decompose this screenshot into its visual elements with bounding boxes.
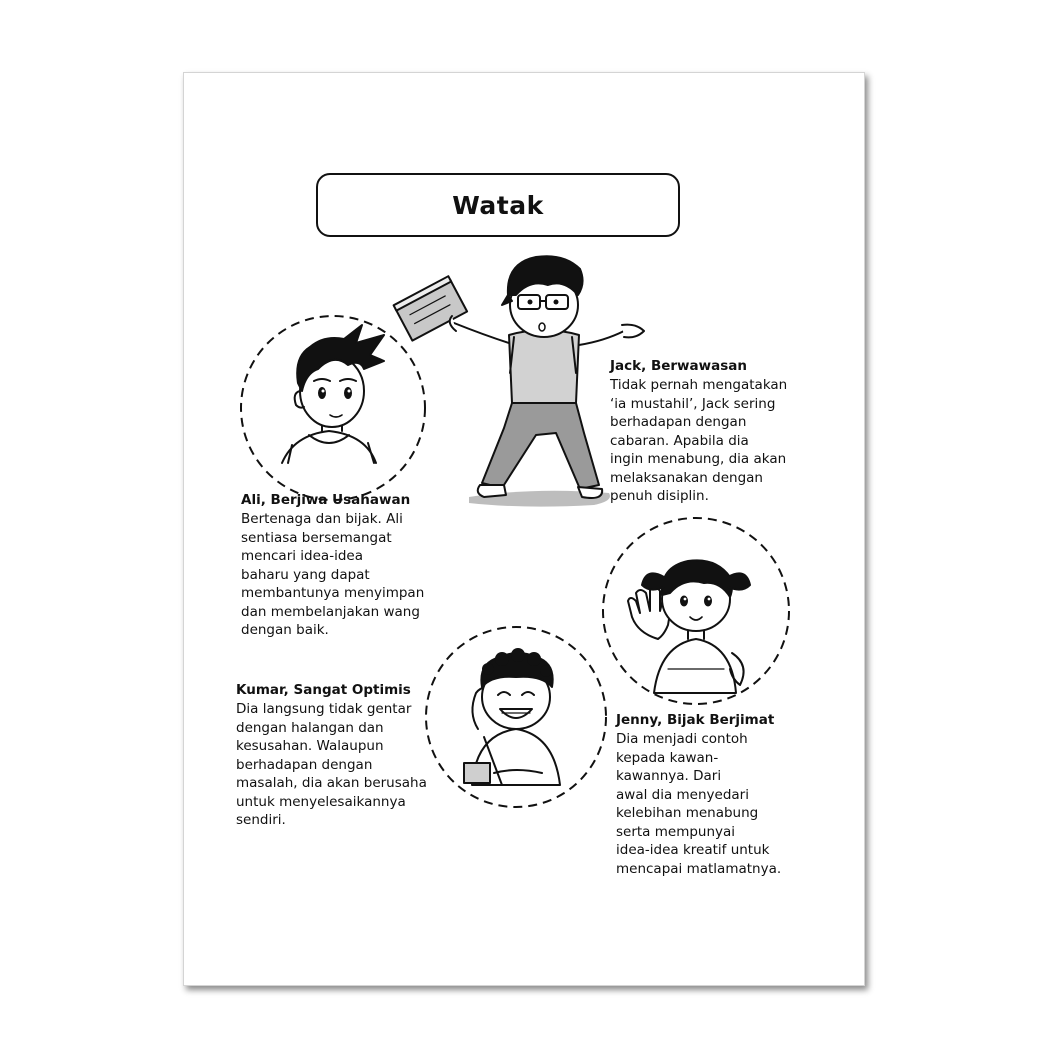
character-card-jack <box>610 357 787 506</box>
character-name-ali: Ali, Berjiwa Usahawan <box>241 492 411 508</box>
character-card-kumar <box>236 681 427 830</box>
character-description-ali: Bertenaga dan bijak. Ali sentiasa bersemangat mencari idea-idea baharu yang dapat membantunya menyimpan dan membelanjakan wang dengan baik. <box>241 511 425 638</box>
boy-curly-hair-smiling-icon <box>426 627 606 807</box>
character-description-kumar: Dia langsung tidak gentar dengan halangan dan kesusahan. Walaupun berhadapan dengan masalah, dia akan berusaha untuk menyelesaikannya sendiri. <box>236 701 427 828</box>
boy-with-glasses-holding-book-icon <box>394 256 644 506</box>
boy-spiky-hair-portrait-icon <box>241 316 425 500</box>
character-name-kumar: Kumar, Sangat Optimis <box>236 682 411 698</box>
character-description-jenny: Dia menjadi contoh kepada kawan- kawannya. Dari awal dia menyedari kelebihan menabung serta mempunyai idea-idea kreatif untuk mencapai matlamatnya. <box>616 731 782 877</box>
character-name-jack: Jack, Berwawasan <box>610 358 747 374</box>
page-title: Watak <box>452 190 544 220</box>
character-name-jenny: Jenny, Bijak Berjimat <box>616 712 775 728</box>
character-description-jack: Tidak pernah mengatakan ‘ia mustahil’, Jack sering berhadapan dengan cabaran. Apabila dia ingin menabung, dia akan melaksanakan dengan penuh disiplin. <box>610 377 788 504</box>
character-card-ali <box>241 491 424 640</box>
character-card-jenny <box>616 711 781 878</box>
book-page <box>183 72 865 986</box>
girl-pigtails-waving-icon <box>603 518 789 704</box>
